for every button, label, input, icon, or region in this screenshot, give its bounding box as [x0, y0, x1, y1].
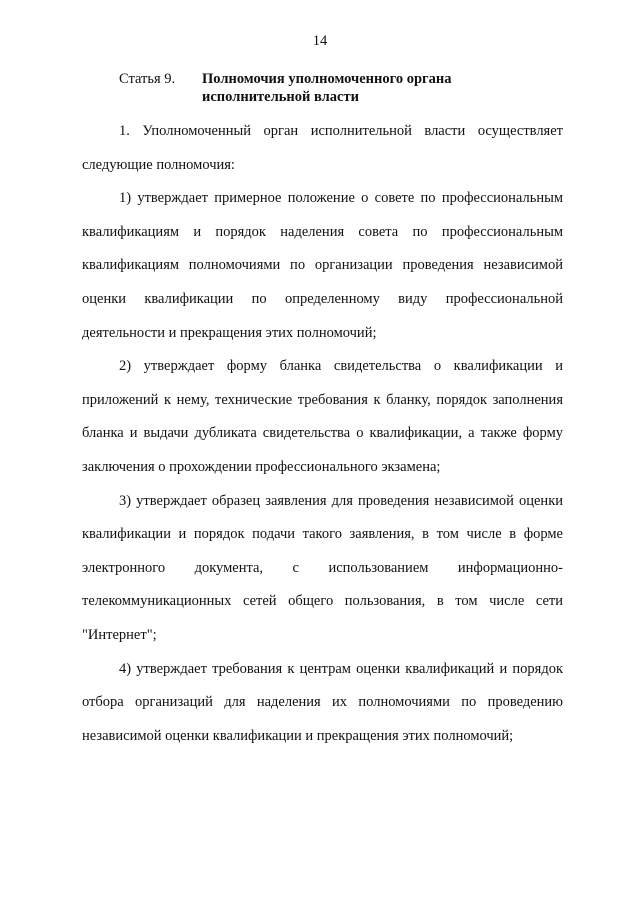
article-label: Статья 9. [119, 71, 176, 87]
paragraph-item-1: 1) утверждает примерное положение о совете по профессиональным квалификациям и порядок наделения совета по профессиональным квалификациям полномочиями по организации проведения независимой оценки квалификации по определенному виду профессиональной деятельности и прекращения этих полномочий; [82, 190, 563, 341]
paragraph-item-4: 4) утверждает требования к центрам оценки квалификаций и порядок отбора организаций для наделения их полномочиями по проведению независимой оценки квалификации и прекращения этих полномочий; [82, 660, 563, 744]
paragraph-item-2: 2) утверждает форму бланка свидетельства о квалификации и приложений к нему, технические требования к бланку, порядок заполнения бланка и выдачи дубликата свидетельства о квалификации, а также форму заключения о прохождении профессионального экзамена; [82, 358, 563, 475]
paragraph-item-3: 3) утверждает образец заявления для проведения независимой оценки квалификации и порядок подачи такого заявления, в том числе в форме электронного документа, с использованием информационно-телекоммуникационных сетей общего пользования, в том числе сети "Интернет"; [82, 492, 563, 643]
article-title-line-2: исполнительной власти [202, 89, 359, 105]
article-title-line-1: Полномочия уполномоченного органа [202, 71, 452, 87]
article-body [82, 115, 563, 753]
article-title [202, 70, 572, 106]
page-number: 14 [312, 33, 328, 49]
paragraph-intro: 1. Уполномоченный орган исполнительной власти осуществляет следующие полномочия: [82, 123, 563, 173]
